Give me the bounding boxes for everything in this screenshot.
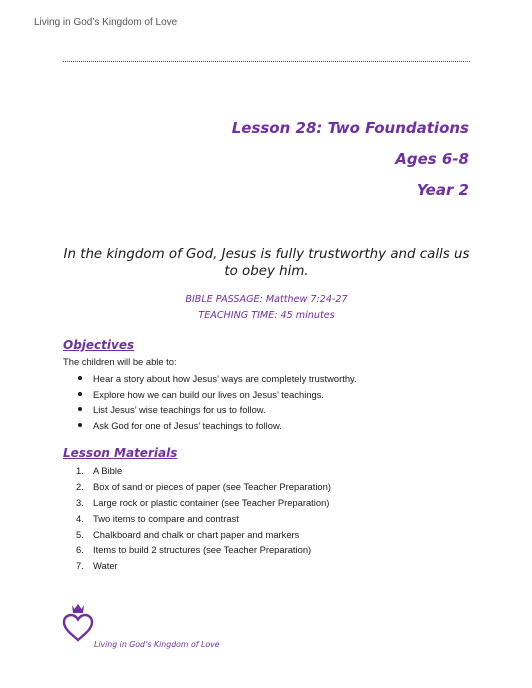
title-block bbox=[232, 117, 469, 210]
list-item-number: 2. bbox=[76, 480, 84, 492]
bullet-icon bbox=[78, 423, 82, 427]
footer-text: Living in God’s Kingdom of Love bbox=[94, 640, 220, 649]
list-item-text: A Bible bbox=[93, 465, 123, 476]
list-item bbox=[63, 543, 331, 559]
list-item bbox=[63, 419, 357, 435]
list-item-number: 7. bbox=[76, 560, 84, 572]
bible-passage: BIBLE PASSAGE: Matthew 7:24-27 bbox=[185, 294, 348, 305]
lesson-ages: Ages 6-8 bbox=[395, 150, 469, 168]
objectives-list bbox=[63, 372, 357, 434]
list-item-number: 4. bbox=[76, 512, 84, 524]
list-item-text: Explore how we can build our lives on Jesus’ teachings. bbox=[93, 388, 325, 400]
list-item bbox=[63, 528, 331, 544]
running-head: Living in God’s Kingdom of Love bbox=[34, 17, 178, 28]
objectives-intro: The children will be able to: bbox=[63, 356, 177, 367]
lesson-year: Year 2 bbox=[416, 181, 469, 199]
list-item-text: Chalkboard and chalk or chart paper and markers bbox=[93, 528, 300, 540]
list-item-text: Water bbox=[93, 560, 118, 572]
list-item bbox=[63, 559, 331, 575]
list-item bbox=[63, 512, 331, 528]
bullet-icon bbox=[78, 392, 82, 396]
list-item-number: 1. bbox=[76, 465, 84, 476]
objectives-heading: Objectives bbox=[63, 338, 135, 352]
list-item-number: 6. bbox=[76, 544, 84, 556]
list-item bbox=[63, 403, 357, 419]
list-item bbox=[63, 480, 331, 496]
materials-list bbox=[63, 464, 331, 575]
list-item-number: 3. bbox=[76, 496, 84, 508]
list-item-text: Box of sand or pieces of paper (see Teacher Preparation) bbox=[93, 480, 331, 492]
list-item bbox=[63, 464, 331, 480]
list-item-text: Items to build 2 structures (see Teacher Preparation) bbox=[93, 544, 312, 556]
materials-heading: Lesson Materials bbox=[63, 446, 178, 460]
list-item-text: Hear a story about how Jesus’ ways are completely trustworthy. bbox=[93, 373, 357, 384]
list-item bbox=[63, 388, 357, 404]
list-item-number: 5. bbox=[76, 528, 84, 540]
teaching-time: TEACHING TIME: 45 minutes bbox=[198, 310, 335, 321]
list-item-text: Large rock or plastic container (see Teacher Preparation) bbox=[93, 496, 330, 508]
bullet-icon bbox=[78, 407, 82, 411]
lesson-title: Lesson 28: Two Foundations bbox=[231, 119, 469, 137]
list-item-text: Ask God for one of Jesus’ teachings to follow. bbox=[93, 419, 282, 431]
list-item-text: Two items to compare and contrast bbox=[93, 512, 239, 524]
list-item bbox=[63, 496, 331, 512]
list-item bbox=[63, 372, 357, 388]
crown-heart-icon bbox=[61, 602, 95, 642]
bullet-icon bbox=[78, 376, 82, 380]
lesson-theme: In the kingdom of God, Jesus is fully trustworthy and calls us to obey him. bbox=[63, 247, 470, 279]
header-divider bbox=[63, 61, 470, 62]
list-item-text: List Jesus’ wise teachings for us to follow. bbox=[93, 404, 266, 415]
